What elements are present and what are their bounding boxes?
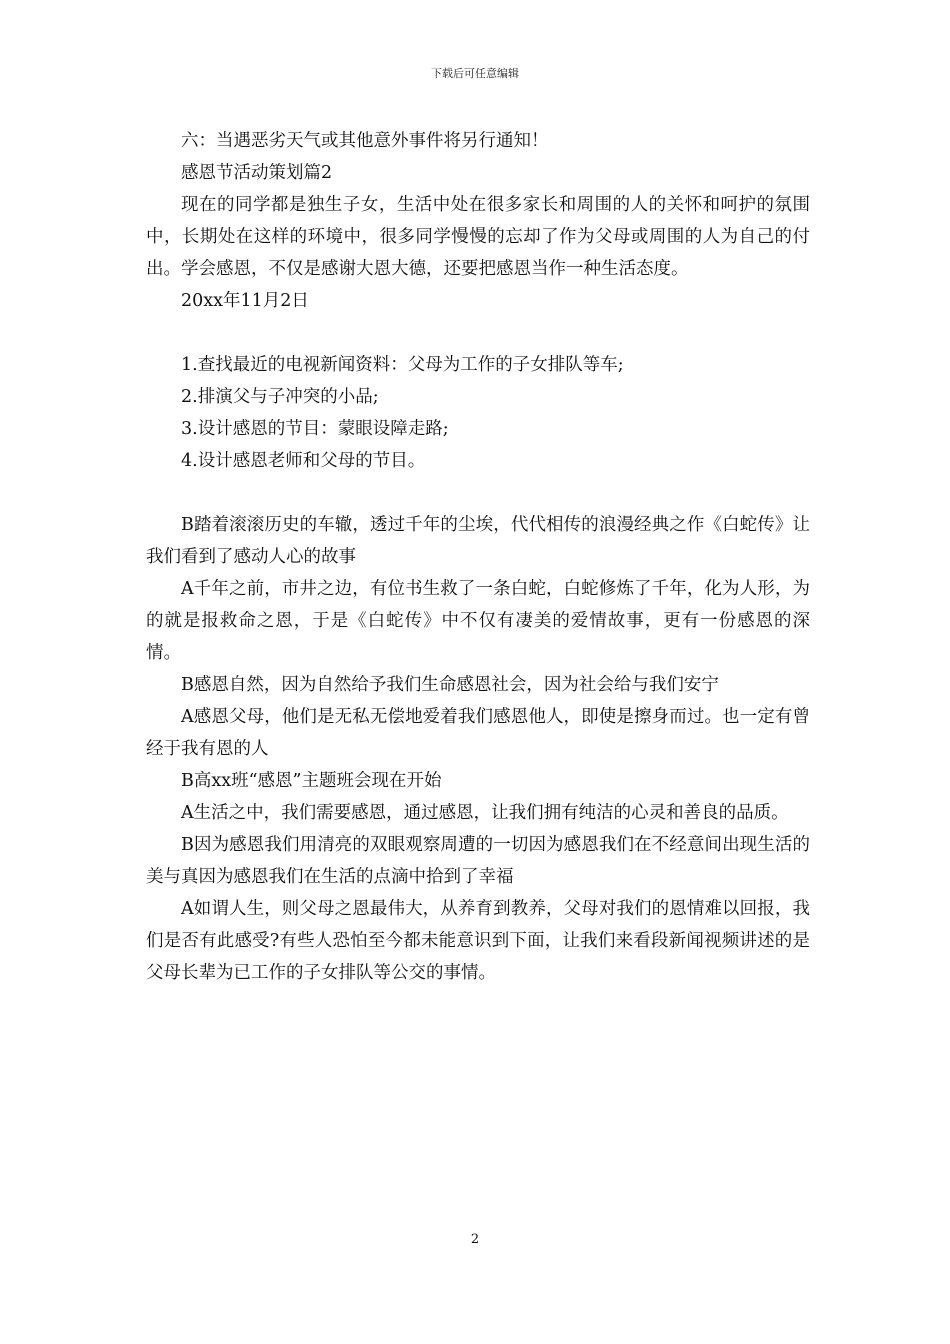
- blank-line: [146, 477, 810, 509]
- dialogue-line: B踏着滚滚历史的车辙，透过千年的尘埃，代代相传的浪漫经典之作《白蛇传》让我们看到了感动人心的故事: [146, 515, 810, 567]
- paragraph-notice: 六：当遇恶劣天气或其他意外事件将另行通知！: [181, 131, 549, 151]
- document-body: [146, 125, 810, 989]
- dialogue-line: A生活之中，我们需要感恩，通过感恩，让我们拥有纯洁的心灵和善良的品质。: [181, 803, 789, 823]
- paragraph-date: 20xx年11月2日: [181, 291, 309, 311]
- blank-line: [146, 317, 810, 349]
- dialogue-line: B感恩自然，因为自然给予我们生命感恩社会，因为社会给与我们安宁: [181, 675, 719, 695]
- list-item: 1.查找最近的电视新闻资料：父母为工作的子女排队等车;: [181, 355, 624, 375]
- dialogue-line: A如谓人生，则父母之恩最伟大，从养育到教养，父母对我们的恩情难以回报，我们是否有此感受?有些人恐怕至今都未能意识到下面，让我们来看段新闻视频讲述的是父母长辈为已工作的子女排队等公交的事情。: [146, 899, 810, 983]
- paragraph-intro: 现在的同学都是独生子女，生活中处在很多家长和周围的人的关怀和呵护的氛围中，长期处在这样的环境中，很多同学慢慢的忘却了作为父母或周围的人为自己的付出。学会感恩，不仅是感谢大恩大德，还要把感恩当作一种生活态度。: [146, 195, 810, 279]
- dialogue-line: A千年之前，市井之边，有位书生救了一条白蛇，白蛇修炼了千年，化为人形，为的就是报救命之恩，于是《白蛇传》中不仅有凄美的爱情故事，更有一份感恩的深情。: [146, 579, 810, 663]
- dialogue-line: A感恩父母，他们是无私无偿地爱着我们感恩他人，即使是擦身而过。也一定有曾经于我有恩的人: [146, 707, 810, 759]
- list-item: 3.设计感恩的节目：蒙眼设障走路;: [181, 419, 449, 439]
- list-item: 2.排演父与子冲突的小品;: [181, 387, 379, 407]
- list-item: 4.设计感恩老师和父母的节目。: [181, 451, 426, 471]
- page-header: 下载后可任意编辑: [431, 67, 519, 80]
- dialogue-line: B高xx班“感恩”主题班会现在开始: [181, 771, 442, 791]
- dialogue-line: B因为感恩我们用清亮的双眼观察周遭的一切因为感恩我们在不经意间出现生活的美与真因为感恩我们在生活的点滴中拾到了幸福: [146, 835, 810, 887]
- page-number: 2: [470, 1232, 480, 1247]
- section-heading: 感恩节活动策划篇2: [181, 163, 333, 183]
